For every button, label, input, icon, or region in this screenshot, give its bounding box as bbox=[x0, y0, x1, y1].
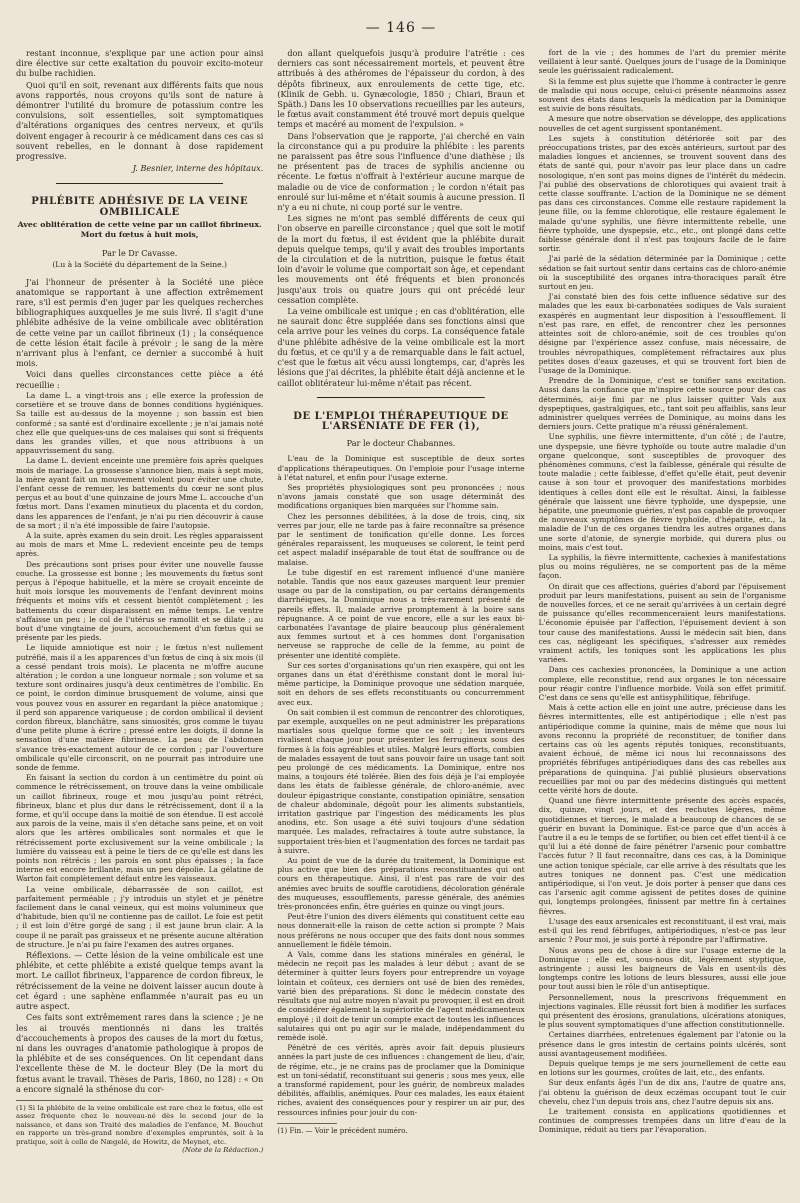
paragraph: La dame L. a vingt-trois ans ; elle exerce la profession de corsetière et se trouve dans de bonnes conditions hygiéniques. Sa taille est au-dessus de la moyenne ; son bassin est bien conformé ; sa santé est d'ordinaire excellente ; je n'ai jamais noté chez elle que quelques-uns de ces malaises qui sont si fréquents dans les grandes villes, et que nous attribuons à un appauvrissement du sang. bbox=[16, 390, 264, 456]
paragraph: L'eau de la Dominique est susceptible de deux sortes d'applications thérapeutiques. On l'emploie pour l'usage interne à l'état naturel, et enfin pour l'usage externe. bbox=[277, 454, 525, 482]
paragraph: fort de la vie ; des hommes de l'art du premier mérite veillaient à leur santé. Quelques jours de l'usage de la Dominique seule les guérissaient radicalement. bbox=[538, 48, 786, 76]
paragraph: Depuis quelque temps je me sers journellement de cette eau en lotions sur les gourmes, croûtes de lait, etc., des enfants. bbox=[538, 1058, 786, 1078]
article-title: PHLÉBITE ADHÉSIVE DE LA VEINE OMBILICALE bbox=[31, 196, 249, 218]
paragraph: La veine ombilicale, débarrassée de son caillot, est parfaitement perméable ; j'y introduis un stylet et je pénètre facilement dans le canal veineux, qui est moins volumineux que d'habitude, bien qu'il ne contienne pas de caillot. Le foie est petit ; il est loin d'être gorgé de sang ; il est jaune brun clair. A la coupe il ne paraît pas graisseux et ne présente aucune altération de structure. Je n'ai pu faire l'examen des autres organes. bbox=[16, 884, 264, 949]
paragraph: Le tube digestif en est rarement influencé d'une manière notable. Tandis que nos eaux gazeuses marquent leur premier usage ou par de la constipation, ou par certains dérangements diarrhéiques, la Dominique nous a très-rarement présenté de pareils effets. Il, malade arrive promptement à la boire sans répugnance. A ce point de vue encore, elle a sur les eaux bi-carbonatées l'avantage de plaire beaucoup plus généralement aux femmes surtout et à ces hommes dont l'organisation nerveuse se rapproche de celle de la femme, au point de présenter une identité complète. bbox=[277, 567, 525, 660]
paragraph: Pénétré de ces vérités, après avoir fait depuis plusieurs années la part juste de ces influences : changement de lieu, d'air, de régime, etc., je ne crains pas de proclamer que la Dominique est un toni-sédatif, reconstituant sui generis ; sous mes yeux, elle a transformé rapidement, pour les guérir, de nombreux malades débilités, affaiblis, anémiques. Pour ces malades, les eaux étaient riches, avaient des conséquences pour y respirer un air pur, des ressources infinies pour jouir du con- bbox=[277, 1043, 525, 1117]
article-title: DE L'EMPLOI THÉRAPEUTIQUE DE L'ARSÉNIATE DE FER (1), bbox=[293, 410, 509, 432]
section-divider bbox=[56, 179, 223, 187]
paragraph: Mais à cette action elle en joint une autre, précieuse dans les fièvres intermittentes, elle est antipériodique ; elle n'est pas antipériodique comme la quinine, mais de même que nous lui avons reconnu la propriété de reconstituer, de tonifier dans certains cas où les agents réputés toniques, reconstituants, avaient échoué, de même ici nous lui reconnaissons des propriétés fébrifuges antipériodiques dans des cas rebelles aux préparations de quinquina. J'ai publié plusieurs observations recueillies par moi ou par des médecins distingués qui mettent cette vérité hors de doute. bbox=[538, 703, 786, 796]
paragraph: J'ai l'honneur de présenter à la Société une pièce anatomique se rapportant à une affection extrêmement rare, s'il est permis d'en juger par les quelques recherches bibliographiques auxquelles je me suis livré. Il s'agit d'une phlébite adhésive de la veine ombilicale avec oblitération de cette veine par un caillot fibrineux (1) ; la conséquence de cette lésion était facile à prévoir ; le sang de la mère n'arrivant plus à l'enfant, ce dernier a succombé à huit mois. bbox=[16, 276, 264, 369]
paragraph: Ses propriétés physiologiques sont peu prononcées ; nous n'avons jamais constaté que son usage déterminât des modifications organiques bien marquées sur l'homme sain. bbox=[277, 482, 525, 511]
footnote-rule bbox=[277, 1123, 337, 1124]
paragraph: Voici dans quelles circonstances cette pièce a été recueillie : bbox=[16, 369, 264, 390]
paragraph: Réflexions. — Cette lésion de la veine ombilicale est une phlébite, et cette phlébite a existé quelque temps avant la mort. Le caillot fibrineux, l'apparence de cordon fibreux, le rétrécissement de la veine ne doivent laisser aucun doute à cet égard : une saphène enflammée n'aurait pas eu un autre aspect. bbox=[16, 950, 264, 1012]
paragraph: Nous avons peu de chose à dire sur l'usage externe de la Dominique : elle est, sous-nous dit, légèrement styptique, astringente ; aussi les baigneurs de Vals en usent-ils dès longtemps contre les lotions de leurs blessures, aussi elle joue pour tout aussi bien le rôle d'un antiseptique. bbox=[538, 945, 786, 992]
paragraph: Sur deux enfants âgés l'un de dix ans, l'autre de quatre ans, j'ai obtenu la guérison de deux eczémas occupant tout le cuir chevelu, chez l'un depuis trois ans, chez l'autre depuis six ans. bbox=[538, 1078, 786, 1106]
article-byline: Par le docteur Chabannes. bbox=[346, 438, 456, 449]
paragraph: Dans ces cachexies prononcées, la Dominique a une action complexe, elle reconstitue, rend aux organes le ton nécessaire pour réagir contre l'influence morbide. Voilà son effet primitif. C'est dans ce sens qu'elle est antisyphilitique, fébrifuge. bbox=[538, 665, 786, 703]
paragraph: Quoi qu'il en soit, revenant aux différents faits que nous avons rapportés, nous croyons qu'ils sont de nature à démontrer l'utilité du bromure de potassium contre les convulsions, soit essentielles, soit symptomatiques d'altérations organiques des centres nerveux, et qu'ils doivent engager à recourir à ce médicament dans ces cas si souvent rebelles, en le donnant à dose rapidement progressive. bbox=[16, 79, 264, 162]
column-right bbox=[539, 48, 786, 1198]
footnote-text: (1) Si la phlébite de la veine ombilicale est rare chez le fœtus, elle est assez fréquente chez le nouveau-né dès le second jour de la naissance, et dans son Traité des maladies de l'enfance, M. Bouchut en rapporte un très-grand nombre d'exemples empruntés, soit à la pratique, soit à celle de Nægelé, de Howitz, de Meynet, etc. bbox=[16, 1103, 264, 1146]
paragraph: L'usage des eaux arsenicales est reconstituant, il est vrai, mais est-il qui les rend fébrifuges, antipériodiques, n'est-ce pas leur arsenic ? Pour moi, je suis porté à répondre par l'affirmative. bbox=[538, 916, 786, 945]
column-middle bbox=[277, 48, 524, 1198]
paragraph: Les sujets à constitution détériorée soit par des préoccupations tristes, par des excès antérieurs, surtout par des maladies longues et anciennes, se trouvent souvent dans des états de santé qui, pour n'avoir pas leur place dans un cadre nosologique, n'en sont pas moins dignes de l'intérêt du médecin. J'ai publié des observations de chlorotiques qui avaient trait à cette classe souffrante. L'action de la Dominique ne se dément pas dans ces circonstances. Comme elle restaure rapidement la jeune fille, ou la femme chlorotique, elle restaure également le malade qu'une syphilis, une fièvre intermittente rebelle, une fièvre typhoïde, une dyspepsie, etc., etc., ont plongé dans cette faiblesse générale dont il n'est pas toujours facile de le faire sortir. bbox=[538, 133, 786, 254]
paragraph: J'ai parlé de la sédation déterminée par la Dominique ; cette sédation se fait surtout sentir dans certains cas de chloro-anémie où la susceptibilité des organes intra-thoraciques paraît être surtout en jeu. bbox=[538, 254, 786, 292]
paragraph: Si la femme est plus sujette que l'homme à contracter le genre de maladie qui nous occupe, celui-ci présente néanmoins assez souvent des états dans lesquels la médication par la Dominique est suivie de bons résultats. bbox=[538, 76, 786, 114]
article-byline: Par le Dr Cavasse. bbox=[102, 248, 178, 259]
paragraph: A la suite, après examen du sein droit. Les règles apparaissent au mois de mars et Mme L. redevient enceinte peu de temps après. bbox=[16, 530, 264, 559]
article-columns bbox=[16, 48, 786, 1198]
paragraph: A Vals, comme dans les stations minérales en général, le médecin ne reçoit pas les malades à leur début ; avant de se déterminer à quitter leurs foyers pour entreprendre un voyage lointain et coûteux, ces derniers ont usé de bien des remèdes, varié bien des préparations. Si donc le médecin constate des résultats que nul autre moyen n'avait pu provoquer, il est en droit de considérer également la supériorité de l'agent médicamenteux employé ; il doit de tenir un compte exact de toutes les influences salutaires qui ont pu agir sur le malade, indépendamment du remède isolé. bbox=[277, 950, 525, 1042]
footnote: (1) Fin. — Voir le précédent numéro. bbox=[277, 1126, 408, 1135]
paragraph: don allant quelquefois jusqu'à produire l'atrétie : ces derniers cas sont nécessairement mortels, et peuvent être attribués à des athéromes de l'épaisseur du cordon, à des dépôts fibrineux, aux enroulements de cette tige, etc. (Klinik de Gebh. u. Gynæcologie, 1850 ; Chiari, Braun et Späth.) Dans les 10 observations recueillies par les auteurs, le fœtus avait constamment été trouvé mort depuis quelque temps et macéré au moment de l'expulsion. » bbox=[277, 48, 525, 130]
paragraph: Chez les personnes débilitées, à la dose de trois, cinq, six verres par jour, elle ne tarde pas à faire reconnaître sa présence par le sentiment de tonification qu'elle donne. Les forces générales reparaissent, les muqueuses se colorent, le teint perd cet aspect maladif inséparable de tout état de souffrance ou de malaise. bbox=[277, 511, 525, 567]
author-signature: J. Besnier, interne des hôpitaux. bbox=[132, 163, 264, 174]
paragraph: Les signes ne m'ont pas semblé différents de ceux qui l'on observe en pareille circonstance ; quel que soit le motif de la mort du fœtus, il est évident que la phlébite durait depuis quelque temps, qu'il y avait des troubles importants de la circulation et de la nutrition, puisque le fœtus était loin d'avoir le volume que comportait son âge, et cependant les mouvements ont été fréquents et bien prononcés jusqu'aux trois ou quatre jours qui ont précédé leur cessation complète. bbox=[277, 213, 525, 305]
paragraph: Ces faits sont extrêmement rares dans la science ; je ne les ai trouvés mentionnés ni dans les traités d'accouchements à propos des causes de la mort du fœtus, ni dans les ouvrages d'anatomie pathologique à propos de la phlébite et de ses conséquences. On lit cependant dans l'excellente thèse de M. le docteur Bley (De la mort du fœtus avant le travail. Thèses de Paris, 1860, no 128) : « On a encore signalé la sthénose du cor- bbox=[16, 1012, 264, 1094]
paragraph: Sur ces sortes d'organisations qu'un rien exaspère, qui ont les organes dans un état d'éréthisme constant dont le moral lui-même participe, la Dominique provoque une sédation marquée, soit en dehors de ses effets reconstituants ou concurremment avec eux. bbox=[277, 660, 525, 707]
paragraph: Quand une fièvre intermittente présente des accès espacés, dix, quinze, vingt jours, et des rechutes légères, même quotidiennes et tierces, le malade a beaucoup de chances de se guérir en buvant la Dominique. Est-ce parce que d'un accès à l'autre il a eu le temps de se fortifier, ou bien cet effet tient-il à ce qu'il lui a été donné de faire pénétrer l'arsenic pour combattre l'accès futur ? Il faut reconnaître, dans ces cas, à la Dominique une action tonique spéciale, car elle arrive à des résultats que les autres toniques ne donnent pas. C'est une médication antipériodique, si l'on veut. Je dois porter à penser que dans ces cas l'arsenic agit comme agissent de petites doses de quinine qui, longtemps prolongées, finissent par mettre fin à certaines fièvres. bbox=[538, 796, 786, 916]
paragraph: Une syphilis, une fièvre intermittente, d'un côté ; de l'autre, une dyspepsie, une fièvre typhoïde ou toute autre maladie d'un organe quelconque, sont susceptibles de provoquer des phénomènes communs, c'est la faiblesse, générale qui résulte de toute maladie ; cette faiblesse, d'effet qu'elle était, peut devenir cause à son tour et provoquer des manifestations morbides identiques à celles dont elle est le résultat. Ainsi, la faiblesse générale que laissent une fièvre typhoïde, une dyspepsie, une hépatite, une pneumonie guéries, n'est pas capable de provoquer de nouveaux symptômes de fièvre typhoïde, d'hépatite, etc., la maladie de l'un de ces organes tiendra les autres organes dans une sorte d'atonie, de synergie morbide, qui durera plus ou moins, mais c'est tout. bbox=[538, 432, 786, 552]
paragraph: A mesure que notre observation se développe, des applications nouvelles de cet agent surgissent spontanément. bbox=[538, 114, 786, 133]
paragraph: Dans l'observation que je rapporte, j'ai cherché en vain la circonstance qui a pu produire la phlébite : les parents ne paraissent pas être sous l'influence d'une diathèse ; ils ne présentent pas de traces de syphilis ancienne ou récente. Le fœtus n'offrait à l'extérieur aucune marque de maladie ou de vice de conformation ; le cordon n'était pas enroulé sur lui-même et n'était soumis à aucune pression. Il n'y a eu ni chute, ni coup porté sur le ventre. bbox=[277, 130, 525, 213]
page-header bbox=[16, 8, 786, 48]
paragraph: Au point de vue de la durée du traitement, la Dominique est plus active que bien des préparations reconstituantes qui ont cours en thérapeutique. Ainsi, il n'est pas rare de voir des anémies avec bruits de souffle carotidiens, décoloration générale des muqueuses, essoufflements, paresse générale, des anémies très-prononcées enfin, être guéries en quinze ou vingt jours. bbox=[277, 856, 525, 912]
paragraph: On dirait que ces affections, guéries d'abord par l'épuisement produit par leurs manifestations, puisent au sein de l'organisme de nouvelles forces, et ce ne serait qu'arrivées à un certain degré de puissance qu'elles recommenceraient leurs manifestations. L'économie épuisée par l'affection, l'épuisement devient à son tour cause des manifestations. Aussi le médecin sait bien, dans ces cas, négligeant les spécifiques, s'adresser aux remèdes vraiment actifs, les toniques sont les applications les plus variées. bbox=[538, 581, 786, 665]
paragraph: On sait combien il est commun de rencontrer des chlorotiques, par exemple, auxquelles on ne peut administrer les préparations martiales sous quelque forme que ce soit ; les inventeurs rivalisent chaque jour pour présenter les ferrugineux sous des formes à la fois agréables et utiles. Malgré leurs efforts, combien de malades essayent de tout sans pouvoir faire un usage tant soit peu prolongé de ces médicaments. La Dominique, entre nos mains, a toujours été tolérée. Bien des fois déjà je l'ai employée dans les états de faiblesse générale, de chloro-anémie, avec douleur épigastrique constante, constipation opiniâtre, sensation de chaleur abdominale, dégoût pour les aliments substantiels, irritation gastrique par l'ingestion des médicaments les plus anodins, etc. Son usage a été suivi toujours d'une sédation marquée. Les malades, refractaires à toute autre substance, la supportaient très-bien et l'augmentation des forces ne tardait pas à suivre. bbox=[277, 707, 525, 855]
paragraph: Des précautions sont prises pour éviter une nouvelle fausse couche. La grossesse est bonne ; les mouvements du fœtus sont perçus à l'époque habituelle, et la mère se croyait enceinte de huit mois lorsque les mouvements de l'enfant devinrent moins fréquents et moins vifs et cessent bientôt complètement ; les battements du cœur disparaissent en même temps. Le ventre s'affaisse un peu ; le col de l'utérus se ramollit et se dilate ; au bout d'une vingtaine de jours, accouchement d'un fœtus qui se présente par les pieds. bbox=[16, 559, 264, 643]
paragraph: Le liquide amniotique est noir ; le fœtus n'est nullement putréfié, mais il a les apparences d'un fœtus de cinq à six mois (il a cessé pendant trois mois). Le placenta ne m'offre aucune altération ; le cordon a une longueur normale ; son volume et sa texture sont ordinaires jusqu'à deux centimètres de l'ombilic. En ce point, le cordon diminue brusquement de volume, ainsi que vous pouvez vous en assurer en regardant la pièce anatomique ; il perd son apparence variqueuse ; de cordon ombilical il devient cordon fibreux, blanchâtre, sans sinuosités, gros comme le tuyau d'une petite plume à écrire ; pressé entre les doigts, il donne la sensation d'une matière fibrineuse. La peau de l'abdomen s'avance très-exactement autour de ce cordon ; par l'ouverture ombilicale qu'elle circonscrit, on ne pourrait pas introduire une sonde de femme. bbox=[16, 643, 264, 773]
article-subtitle: Avec oblitération de cette veine par un caillot fibrineux. Mort du fœtus à huit mois, bbox=[17, 219, 262, 240]
paragraph: La dame L. devient enceinte une première fois après quelques mois de mariage. La grossesse s'annonce bien, mais à sept mois, la mère ayant fait un mouvement violent pour éviter une chute, l'enfant cesse de remuer, les battements du cœur ne sont plus perçus et au bout d'une quinzaine de jours Mme L. accouche d'un fœtus mort. Dans l'examen minutieux du placenta et du cordon, dans les apparences de l'enfant, je n'ai pu rien découvrir à cause de sa mort ; il n'a été impossible de faire l'autopsie. bbox=[16, 456, 264, 530]
paragraph: La syphilis, la fièvre intermittente, cachexies à manifestations plus ou moins régulières, ne se comportent pas de la même façon. bbox=[538, 552, 786, 581]
article-affiliation: (Lu à la Société du département de la Seine.) bbox=[52, 260, 228, 270]
footnote bbox=[16, 1100, 263, 1154]
paragraph: Personnellement, nous la prescrivons fréquemment en injections vaginales. Elle réussit fort bien à modifier les surfaces qui présentent des érosions, granulations, ulcérations atoniques, le plus souvent symptomatiques d'une affection constitutionnelle. bbox=[538, 992, 786, 1030]
paragraph: Le traitement consista en applications quotidiennes et continues de compresses trempées dans un litre d'eau de la Dominique, réduit au tiers par l'évaporation. bbox=[538, 1106, 786, 1135]
paragraph: Prendre de la Dominique, c'est se tonifier sans excitation. Aussi dans la confiance que m'inspire cette source pour des cas déterminés, ai-je fini par ne plus laisser quitter Vals aux dyspeptiques, gastralgiques, etc., tant soit peu affaiblis, sans leur administrer quelques verrées de Dominique, au moins dans les derniers jours. Cette pratique m'a réussi généralement. bbox=[538, 376, 786, 432]
paragraph: restant inconnue, s'explique par une action pour ainsi dire élective sur cette exaltation du pouvoir excito-moteur du bulbe rachidien. bbox=[16, 48, 264, 79]
section-divider bbox=[317, 394, 484, 402]
paragraph: Peut-être l'union des divers éléments qui constituent cette eau nous donnerait-elle la raison de cette action si prompte ? Mais nous préférons ne nous occuper que des faits dont nous sommes annuellement le fidèle témoin. bbox=[277, 912, 525, 949]
paragraph: Certaines diarrhées, entretenues également par l'atonie ou la présence dans le gros intestin de certains points ulcérés, sont aussi avantageusement modifiées. bbox=[538, 1030, 786, 1058]
footnote-credit: (Note de la Rédaction.) bbox=[182, 1145, 264, 1154]
column-left bbox=[16, 48, 263, 1198]
paragraph: En faisant la section du cordon à un centimètre du point où commence le rétrécissement, on trouve dans la veine ombilicale un caillot fibrineux, rouge et mou jusqu'au point rétréci, fibrineux, blanc et plus dur dans le rétrécissement, dont il a la forme, et qu'il occupe dans la moitié de son étendue. Il est accolé aux parois de la veine, mais il s'en détache sans peine, et on voit alors que les artères ombilicales sont normales et que le rétrécissement porte exclusivement sur la veine ombilicale ; la lumière du vaisseau est à peine le tiers de ce qu'elle est dans les points non rétrécis ; les parois en sont plus épaisses ; la face interne est encore brillante, mais un peu dépolie. La gélatine de Warton fait complètement défaut entre les vaisseaux. bbox=[16, 773, 264, 884]
paragraph: La veine ombilicale est unique ; en cas d'oblitération, elle ne saurait donc être suppléée dans ses fonctions ainsi que cela arrive pour les veines du corps. La conséquence fatale d'une phlébite adhésive de la veine ombilicale est la mort du fœtus, et ce qu'il y a de remarquable dans le fait actuel, c'est que le fœtus ait vécu aussi longtemps, car, d'après les lésions que j'ai décrites, la phlébite était déjà ancienne et le caillot oblitérateur lui-même n'était pas récent. bbox=[277, 306, 525, 388]
page-number: — 146 — bbox=[365, 20, 437, 36]
paragraph: J'ai constaté bien des fois cette influence sédative sur des malades que les eaux bi-carbonatées sodiques de Vals suraient exaspérés en augmentant leur disposition à l'essoufflement. Il n'est pas rare, en effet, de rencontrer chez les personnes atteintes soit de chloro-anémie, soit de ces troubles qu'on désigne par l'expérience assez confuse, mais nécessaire, de troubles névropathiques, complètement réfractaires aux plus petites doses d'eaux gazeuses, et qui se trouvent fort bien de l'usage de la Dominique. bbox=[538, 292, 786, 375]
